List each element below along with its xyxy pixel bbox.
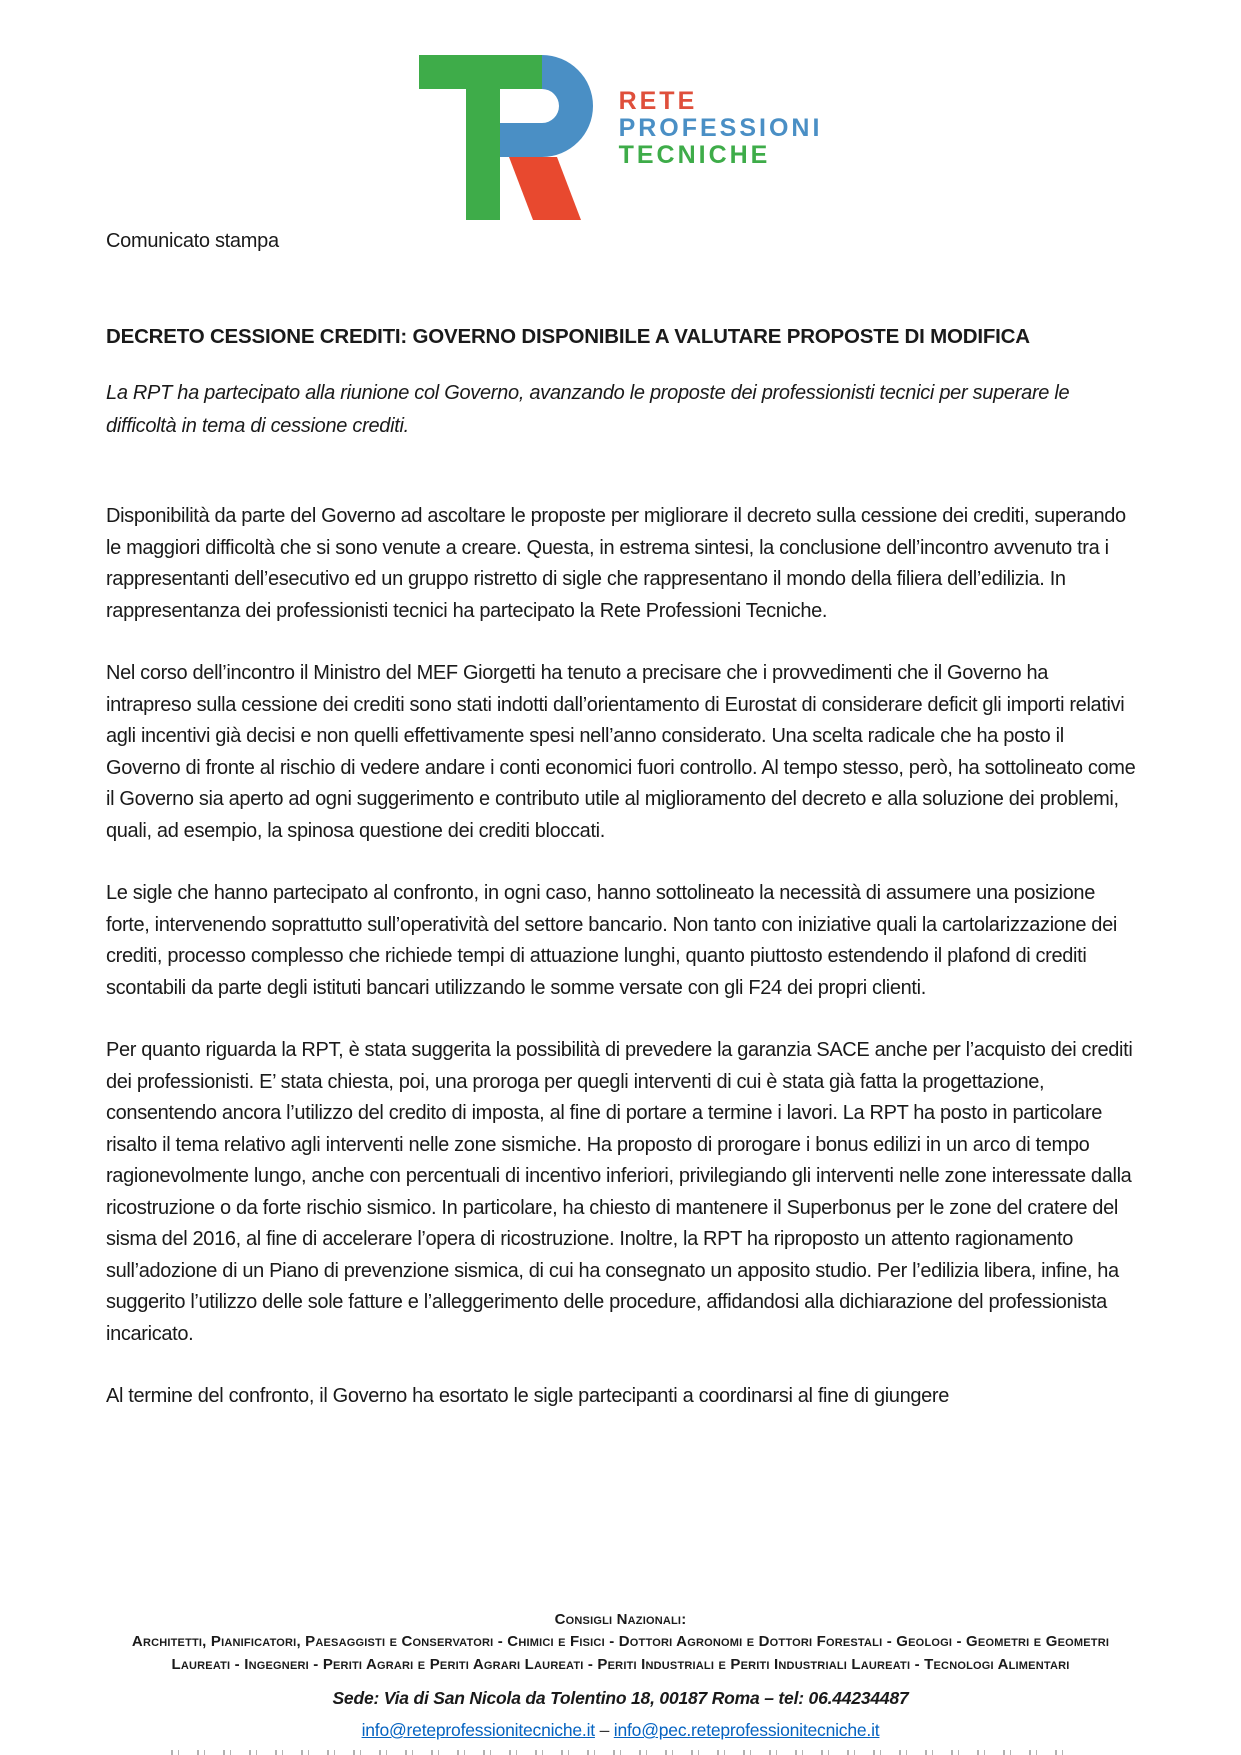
footer-consigli-label: Consigli Nazionali: (554, 1611, 687, 1628)
footer-emails (0, 1720, 1241, 1741)
rpt-logo-icon (419, 55, 599, 220)
cut-off-text-line (171, 1750, 1071, 1755)
rpt-logo (0, 0, 1241, 220)
paragraph-1: Disponibilità da parte del Governo ad ascoltare le proposte per migliorare il decreto sulla cessione dei crediti, superando le maggiori difficoltà che si sono venute a creare. Questa, in estrema sintesi, la conclusione dell’incontro avvenuto tra i rappresentanti dell’esecutivo ed un gruppo ristretto di sigle che rappresentano il mondo della filiera dell’edilizia. In rappresentanza dei professionisti tecnici ha partecipato la Rete Professioni Tecniche. (106, 505, 1126, 622)
footer-email-link[interactable]: info@reteprofessionitecniche.it (361, 1720, 595, 1740)
logo-word-rete: RETE (618, 87, 698, 115)
paragraph-4: Per quanto riguarda la RPT, è stata suggerita la possibilità di prevedere la garanzia SACE anche per l’acquisto dei crediti dei professionisti. E’ stata chiesta, poi, una proroga per quegli interventi di cui è stata già fatta la progettazione, consentendo ancora l’utilizzo del credito di imposta, al fine di portare a termine i lavori. La RPT ha posto in particolare risalto il tema relativo agli interventi nelle zone sismiche. Ha proposto di prorogare i bonus edilizi in un arco di tempo ragionevolmente lungo, anche con percentuali di incentivo inferiori, privilegiando gli interventi nelle zone interessate dalla ricostruzione o da forte rischio sismico. In particolare, ha chiesto di mantenere il Superbonus per le zone del cratere del sisma del 2016, al fine di accelerare l’opera di ricostruzione. Inoltre, la RPT ha riproposto un attento ragionamento sull’adozione di un Piano di prevenzione sismica, di cui ha consegnato un apposito studio. Per l’edilizia libera, infine, ha suggerito l’utilizzo delle sole fatture e l’alleggerimento delle procedure, affidandosi alla dichiarazione del professionista incaricato. (106, 1039, 1133, 1345)
footer-consigli-list: Architetti, Pianificatori, Paesaggisti e Conservatori - Chimici e Fisici - Dottori Agronomi e Dottori Forestali - Geologi - Geometri e Geometri Laureati - Ingegneri - Periti Agrari e Periti Agrari Laureati - Periti Industriali e Periti Industriali Laureati - Tecnologi Alimentari (131, 1633, 1110, 1673)
page-title: DECRETO CESSIONE CREDITI: GOVERNO DISPONIBILE A VALUTARE PROPOSTE DI MODIFICA (106, 325, 1030, 348)
footer-email-separator: – (594, 1720, 614, 1740)
press-release-kicker: Comunicato stampa (106, 230, 279, 252)
document-subtitle: La RPT ha partecipato alla riunione col Governo, avanzando le proposte dei professionisti tecnici per superare le difficoltà in tema di cessione crediti. (106, 382, 1070, 437)
paragraph-5: Al termine del confronto, il Governo ha esortato le sigle partecipanti a coordinarsi al fine di giungere (106, 1385, 949, 1407)
footer-address: Sede: Via di San Nicola da Tolentino 18, 00187 Roma – tel: 06.44234487 (332, 1688, 909, 1708)
logo-word-professioni: PROFESSIONI (618, 114, 823, 142)
paragraph-3: Le sigle che hanno partecipato al confronto, in ogni caso, hanno sottolineato la necessità di assumere una posizione forte, intervenendo soprattutto sull’operatività del settore bancario. Non tanto con iniziative quali la cartolarizzazione dei crediti, processo complesso che richiede tempi di attuazione lunghi, quanto piuttosto estendendo il plafond di crediti scontabili da parte degli istituti bancari utilizzando le somme versate con gli F24 dei propri clienti. (106, 882, 1117, 999)
document-content (0, 230, 1241, 1413)
rpt-logo-wordmark (619, 88, 823, 169)
body-copy (106, 501, 1136, 1413)
paragraph-2: Nel corso dell’incontro il Ministro del MEF Giorgetti ha tenuto a precisare che i provvedimenti che il Governo ha intrapreso sulla cessione dei crediti sono stati indotti dall’orientamento di Eurostat di considerare deficit gli importi relativi agli incentivi già decisi e non quelli effettivamente spesi nell’anno considerato. Una scelta radicale che ha posto il Governo di fronte al rischio di vedere andare i conti economici fuori controllo. Al tempo stesso, però, ha sottolineato come il Governo sia aperto ad ogni suggerimento e contributo utile al miglioramento del decreto e alla soluzione dei problemi, quali, ad esempio, la spinosa questione dei crediti bloccati. (106, 662, 1136, 842)
footer-pec-email-link[interactable]: info@pec.reteprofessionitecniche.it (613, 1720, 880, 1740)
document-footer (0, 1611, 1241, 1755)
logo-word-tecniche: TECNICHE (618, 141, 771, 169)
